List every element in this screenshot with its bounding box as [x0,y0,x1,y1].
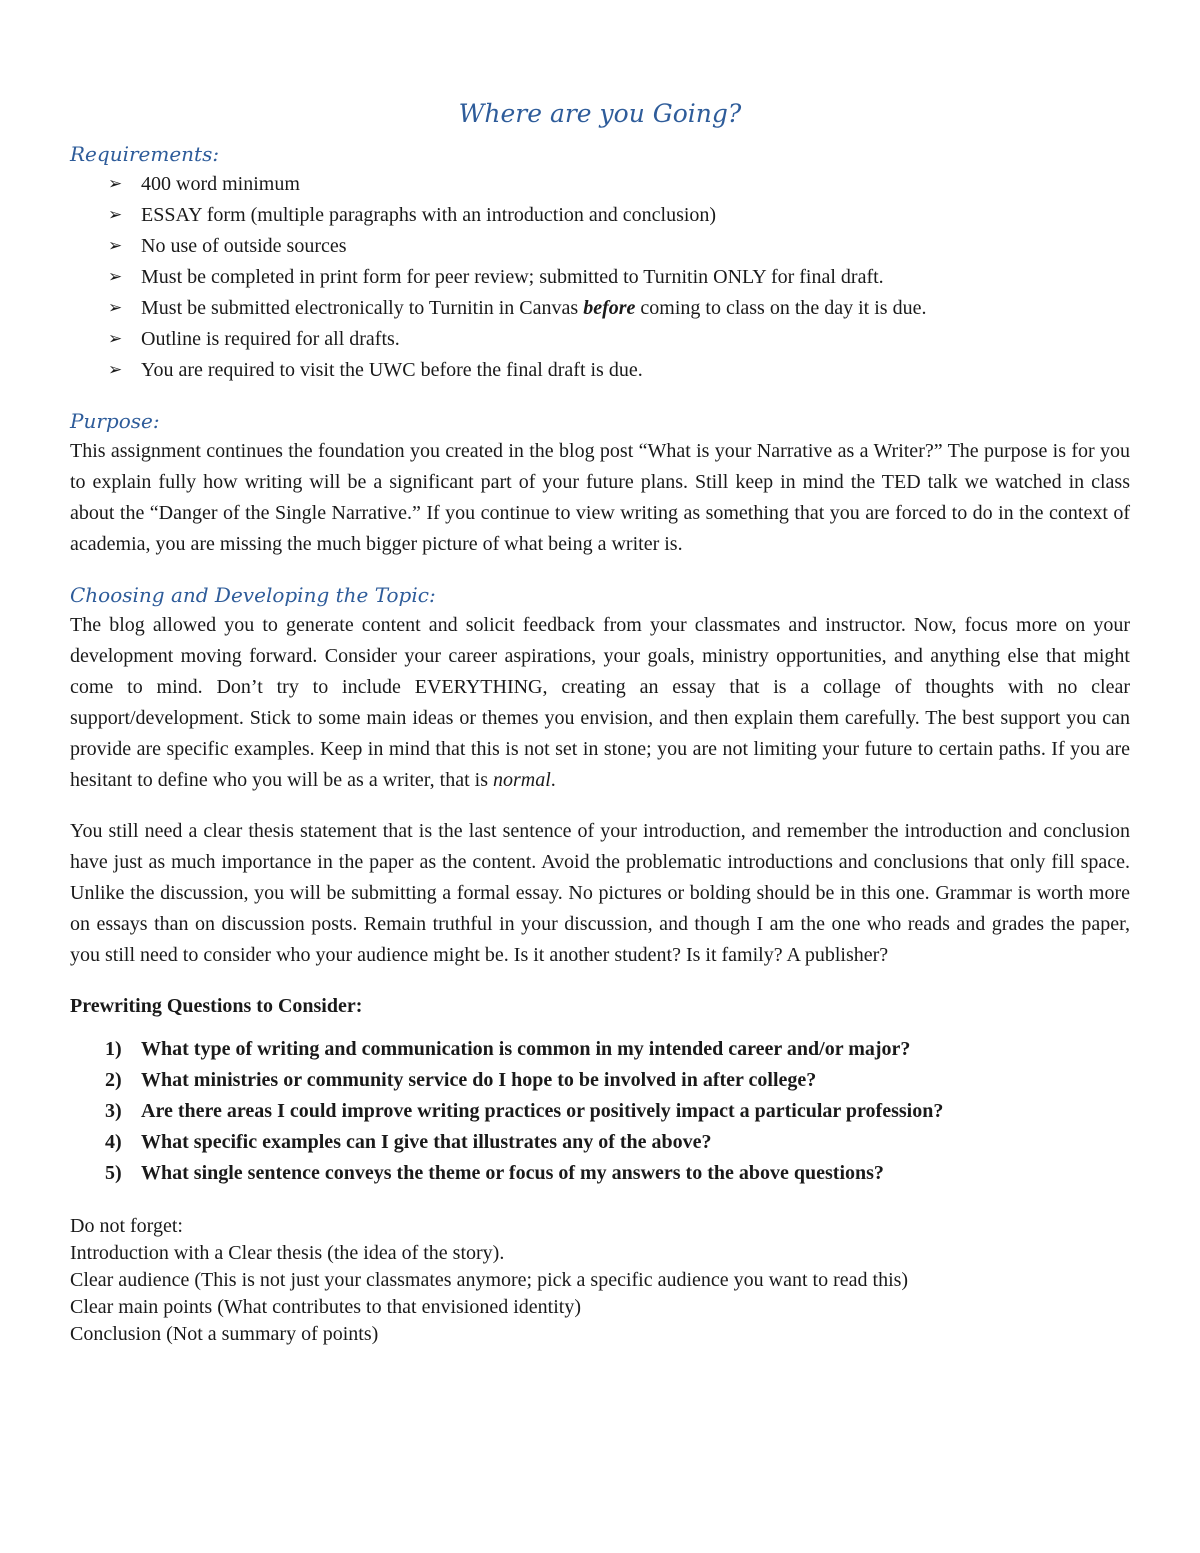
requirements-heading: Requirements: [70,142,220,166]
list-item: ➢ You are required to visit the UWC before the final draft is due. [70,355,1130,386]
arrow-bullet-icon: ➢ [108,360,123,380]
list-item: ➢ Outline is required for all drafts. [70,324,1130,355]
reminder-line: Conclusion (Not a summary of points) [70,1323,379,1345]
reminder-line: Clear audience (This is not just your classmates anymore; pick a specific audience you want to read this) [70,1269,909,1291]
purpose-heading: Purpose: [70,409,160,433]
list-item: ➢ No use of outside sources [70,231,1130,262]
emphasis-normal: normal [493,769,551,791]
list-item: 1) What type of writing and communication is common in my intended career and/or major? [105,1038,911,1060]
arrow-bullet-icon: ➢ [108,267,123,287]
reminder-line: Do not forget: [70,1215,183,1237]
prewriting-heading: Prewriting Questions to Consider: [70,995,363,1017]
topic-heading: Choosing and Developing the Topic: [70,583,436,607]
reminder-block [70,1213,1130,1348]
requirements-list [70,169,1130,386]
arrow-bullet-icon: ➢ [108,174,123,194]
prewriting-questions [70,1034,1130,1189]
arrow-bullet-icon: ➢ [108,236,123,256]
list-item: ➢ ESSAY form (multiple paragraphs with an introduction and conclusion) [70,200,1130,231]
list-item: ➢ Must be completed in print form for peer review; submitted to Turnitin ONLY for final draft. [70,262,1130,293]
list-item: ➢ Must be submitted electronically to Turnitin in Canvas before coming to class on the day it is due. [70,293,1130,324]
list-item: 5) What single sentence conveys the theme or focus of my answers to the above questions? [105,1162,884,1184]
list-item: 4) What specific examples can I give that illustrates any of the above? [105,1131,712,1153]
list-item: 2) What ministries or community service do I hope to be involved in after college? [105,1069,817,1091]
topic-paragraph-1: The blog allowed you to generate content and solicit feedback from your classmates and instructor. Now, focus more on your development moving forward. Consider your career aspirations, your goals, ministry opportunities, and anything else that might come to mind. Don’t try to include EVERYTHING, creating an essay that is a collage of thoughts with no clear support/development. Stick to some main ideas or themes you envision, and then explain them carefully. The best support you can provide are specific examples. Keep in mind that this is not set in stone; you are not limiting your future to certain paths. If you are hesitant to define who you will be as a writer, that is normal. [70,614,1130,791]
purpose-paragraph: This assignment continues the foundation you created in the blog post “What is your Narrative as a Writer?” The purpose is for you to explain fully how writing will be a significant part of your future plans. Still keep in mind the TED talk we watched in class about the “Danger of the Single Narrative.” If you continue to view writing as something that you are forced to do in the context of academia, you are missing the much bigger picture of what being a writer is. [70,440,1130,555]
emphasis-before: before [583,297,636,319]
reminder-line: Introduction with a Clear thesis (the idea of the story). [70,1242,505,1264]
list-item: ➢ 400 word minimum [70,169,1130,200]
arrow-bullet-icon: ➢ [108,329,123,349]
list-item: 3) Are there areas I could improve writing practices or positively impact a particular profession? [105,1100,944,1122]
arrow-bullet-icon: ➢ [108,205,123,225]
document-content [70,96,1130,1348]
arrow-bullet-icon: ➢ [108,298,123,318]
reminder-line: Clear main points (What contributes to that envisioned identity) [70,1296,581,1318]
page-title: Where are you Going? [458,99,742,128]
topic-paragraph-2: You still need a clear thesis statement that is the last sentence of your introduction, and remember the introduction and conclusion have just as much importance in the paper as the content. Avoid the problematic introductions and conclusions that only fill space. Unlike the discussion, you will be submitting a formal essay. No pictures or bolding should be in this one. Grammar is worth more on essays than on discussion posts. Remain truthful in your discussion, and though I am the one who reads and grades the paper, you still need to consider who your audience might be. Is it another student? Is it family? A publisher? [70,820,1130,966]
